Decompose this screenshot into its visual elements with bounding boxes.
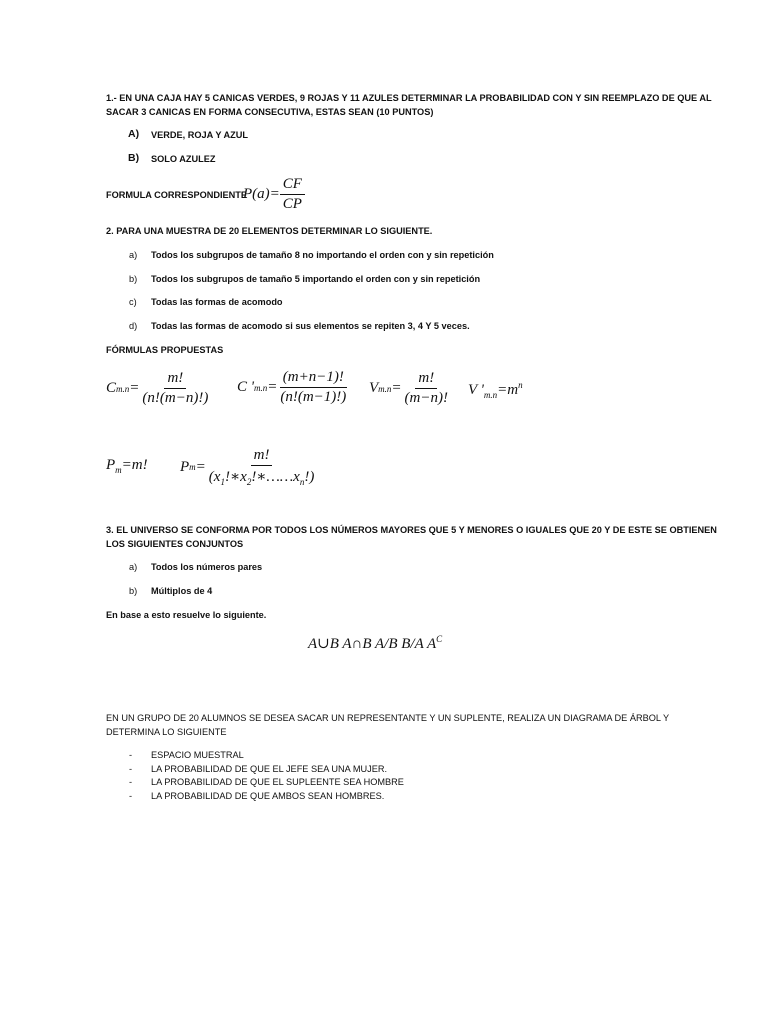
q1-formula-label: FORMULA CORRESPONDIENTE — [106, 190, 248, 200]
q2-item-a-label: a) — [129, 250, 138, 260]
q4-bullet-text: LA PROBABILIDAD DE QUE AMBOS SEAN HOMBRES. — [151, 791, 385, 801]
q2-item-a-text: Todos los subgrupos de tamaño 8 no importando el orden con y sin repetición — [151, 250, 494, 260]
q4-bullet-text: LA PROBABILIDAD DE QUE EL JEFE SEA UNA MUJER. — [151, 764, 388, 774]
q4-bullet-text: LA PROBABILIDAD DE QUE EL SUPLEENTE SEA HOMBRE — [151, 777, 404, 787]
q4-bullet-dash: - — [129, 750, 133, 760]
q4-bullet-text: ESPACIO MUESTRAL — [151, 750, 244, 760]
q1-item-b-text: SOLO AZULEZ — [151, 154, 216, 164]
q1-item-a-text: VERDE, ROJA Y AZUL — [151, 130, 248, 140]
q2-item-c-text: Todas las formas de acomodo — [151, 297, 283, 307]
q1-formula: P ( a )= $\frac{CF}{CP}$ — [243, 176, 305, 213]
q4-bullet-dash: - — [129, 791, 133, 801]
q2-item-d-text: Todas las formas de acomodo si sus elementos se repiten 3, 4 Y 5 veces. — [151, 321, 470, 331]
q3-item-a-text: Todos los números pares — [151, 562, 263, 572]
q1-line2: SACAR 3 CANICAS EN FORMA CONSECUTIVA, ESTAS SEAN (10 PUNTOS) — [106, 107, 434, 117]
q3-item-b-text: Múltiplos de 4 — [151, 586, 213, 596]
q1-line1: 1.- EN UNA CAJA HAY 5 CANICAS VERDES, 9 ROJAS Y 11 AZULES DETERMINAR LA PROBABILIDAD CON Y SIN REEMPLAZO DE QUE AL — [106, 93, 712, 103]
formula-variation-repetition: V '$_{m.n}=m^n$ — [468, 380, 523, 400]
q2-item-b-text: Todos los subgrupos de tamaño 5 importando el orden con y sin repetición — [151, 274, 481, 284]
q3-line2: LOS SIGUIENTES CONJUNTOS — [106, 539, 244, 549]
q2-title: 2. PARA UNA MUESTRA DE 20 ELEMENTOS DETERMINAR LO SIGUIENTE. — [106, 226, 433, 236]
q4-line1: EN UN GRUPO DE 20 ALUMNOS SE DESEA SACAR UN REPRESENTANTE Y UN SUPLENTE, REALIZA UN DIAGRAMA DE ÁRBOL Y — [106, 713, 670, 723]
formula-combination: C m.n = $\frac{m!}{(n!(m-n)!)}$ — [106, 370, 209, 406]
q4-line2: DETERMINA LO SIGUIENTE — [106, 727, 227, 737]
q3-item-a-label: a) — [129, 562, 138, 572]
formula-permutation: $P_m=m$! — [106, 457, 148, 475]
q1-item-b-label: B) — [128, 152, 140, 164]
q3-set-expression: A∪B A∩B A/B B/A $A^C$ — [308, 634, 443, 652]
q2-formulas-label: FÓRMULAS PROPUESTAS — [106, 345, 224, 355]
q4-bullet-dash: - — [129, 777, 133, 787]
formula-permutation-repetition: P m = $\frac{m!}{(x_1!∗x_2!∗\dots\dots x_n!)}$ — [180, 447, 315, 487]
q3-item-b-label: b) — [129, 586, 138, 596]
q2-item-c-label: c) — [129, 297, 137, 307]
q3-line1: 3. EL UNIVERSO SE CONFORMA POR TODOS LOS NÚMEROS MAYORES QUE 5 Y MENORES O IGUALES QUE 20 Y DE ESTE SE OBTIENEN — [106, 525, 717, 535]
q1-item-a-label: A) — [128, 128, 140, 140]
q3-base: En base a esto resuelve lo siguiente. — [106, 610, 267, 620]
q2-item-d-label: d) — [129, 321, 138, 331]
formula-variation: V m.n = $\frac{m!}{(m-n)!}$ — [369, 370, 448, 406]
q2-item-b-label: b) — [129, 274, 138, 284]
formula-combination-repetition: C ' m.n = $\frac{(m+n-1)!}{(n!(m-1)!)}$ — [237, 369, 347, 405]
q4-bullet-dash: - — [129, 764, 133, 774]
